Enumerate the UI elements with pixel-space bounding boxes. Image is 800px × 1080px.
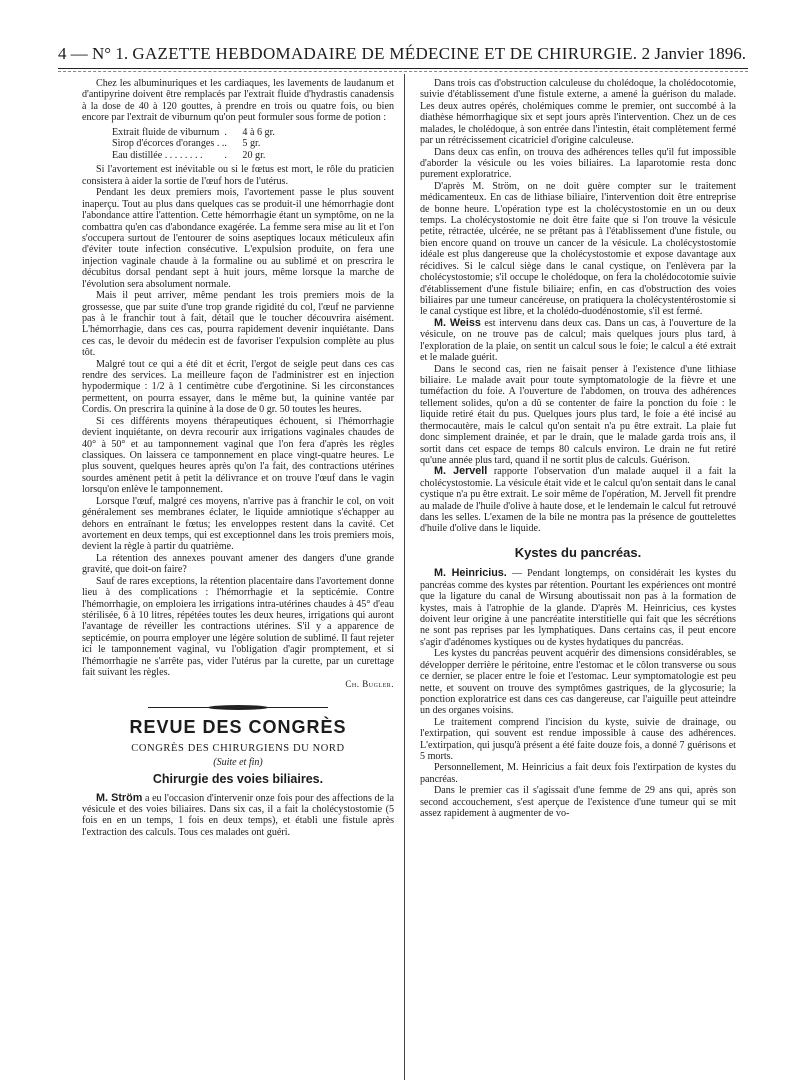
page-header — [58, 44, 746, 66]
continuation-note: (Suite et fin) — [213, 756, 263, 768]
paragraph: Mais il peut arriver, même pendant les trois premiers mois de la grossesse, que par suite d'une trop grande rigidité du col, l'œuf ne parvienne pas à le franchir tout à fait, détail que le toucher découvrira aisément. L'hémorrhagie, dans ces cas, pourra rapidement devenir inquiétante. Dans ces cas, le devoir du médecin est de favoriser l'expulsion complète au plus tôt. — [82, 290, 394, 359]
paragraph: La rétention des annexes pouvant amener des dangers d'une grande gravité, que doit-on faire? — [82, 552, 394, 576]
author-signature: Ch. Bugler. — [345, 679, 394, 690]
dot: . — [224, 138, 227, 150]
ingredient: Eau distillée . . . . . . . . — [112, 149, 203, 161]
subsection-heading: Chirurgie des voies biliaires. — [152, 772, 324, 787]
subsection-heading: Kystes du pancréas. — [514, 544, 642, 560]
issue-date: 2 Janvier 1896. — [641, 44, 746, 63]
paragraph: Les kystes du pancréas peuvent acquérir des dimensions considérables, se développer derrière le péritoine, entre l'estomac et le côlon transverse ou sous ce dernier, se placer entre le foie et l'estomac. Leur symptomatologie est peu nette, et souvent on trouve des symptômes gastriques, de la glycosurie; la ponction exploratrice est dans ces cas dangereuse, car l'aiguille peut atteindre un des organes voisins. — [420, 648, 736, 717]
ingredient: Sirop d'écorces d'oranges . . — [112, 138, 225, 150]
paragraph: Malgré tout ce qui a été dit et écrit, l'ergot de seigle peut dans ces cas rendre des services. La meilleure façon de l'administrer est en injection hypodermique : 1/2 à 1 centimètre cube d'ergotinine. Si les circonstances permettent, on pourra essayer, dans le même but, la quinine vantée par Cordis. On prescrira la quinine à la dose de 0 gr. 50 toutes les heures. — [82, 358, 394, 416]
ingredient: Extrait fluide de viburnum — [112, 126, 220, 138]
speaker-name: M. Jervell — [434, 465, 488, 478]
ornamental-divider — [148, 705, 328, 710]
paragraph: Personnellement, M. Heinricius a fait deux fois l'extirpation de kystes du pancréas. — [420, 762, 736, 785]
dot: . — [224, 126, 227, 138]
right-column — [420, 78, 736, 820]
paragraph-text: est intervenu dans deux cas. Dans un cas, à l'ouverture de la vésicule, on ne trouve pas de calcul; mais quelques jours plus tard, à l'exploration de la plaie, on sentit un calcul sous le foie; le calcul a été extrait et le malade guérit. — [420, 317, 736, 364]
section-title: REVUE DES CONGRÈS — [129, 716, 347, 737]
paragraph: Dans trois cas d'obstruction calculeuse du cholédoque, la cholédocotomie, suivie d'établissement d'une fistule externe, a amené la guérison du malade. Les deux autres opérés, cholémiques comme le premier, ont succombé à la diathèse hémorrhagique six et sept jours après l'intervention. Chez un de ces malades, le cholédoque, à son entrée dans l'intestin, était complètement fermé par un rétrécissement cicatriciel d'origine calculeuse. — [420, 78, 736, 147]
paragraph: Dans le premier cas il s'agissait d'une femme de 29 ans qui, après son second accouchement, s'est aperçue de l'existence d'une tumeur qui se mit assez rapidement à augmenter de vo- — [420, 785, 736, 820]
speaker-name: M. Ström — [96, 791, 143, 804]
page-number: 4 — N° 1. — [58, 44, 129, 63]
journal-title: GAZETTE HEBDOMADAIRE DE MÉDECINE ET DE CHIRURGIE. — [132, 44, 638, 63]
prescription-formula — [112, 127, 394, 162]
paragraph-text: rapporte l'observation d'un malade auquel il a fait la cholécystostomie. La vésicule était vide et le calcul qu'on sentait dans le canal cystique n'a pu être extrait. Le soir même de l'opération, M. Jervell fit prendre au malade de l'huile d'olive à haute dose, et le lendemain le calcul fut retrouvé dans les selles. L'examen de la bile ne montra pas la présence de gouttelettes d'huile d'olive dans le liquide. — [420, 466, 736, 535]
dot: . — [224, 149, 227, 161]
paragraph: Le traitement comprend l'incision du kyste, suivie de drainage, ou l'extirpation, qui souvent est rendue impossible à cause des adhérences. L'extirpation, qui jusqu'à présent a été faite douze fois, a donné 7 guérisons et 5 morts. — [420, 716, 736, 763]
paragraph: Chez les albuminuriques et les cardiaques, les lavements de laudanum et d'antipyrine doivent être remplacés par l'extrait fluide d'hydrastis canadensis à la dose de 40 à 120 gouttes, à prendre en trois ou quatre fois, ou bien encore par l'extrait de viburnum qu'on peut formuler sous forme de potion : — [82, 78, 394, 124]
paragraph: Pendant les deux premiers mois, l'avortement passe le plus souvent inaperçu. Tout au plus dans quelques cas se produit-il une hémorrhagie dont l'abondance attire l'attention. Cette hémorrhagie étant un symptôme, on ne la combattra qu'en cas d'abondance exagérée. La femme sera mise au lit et l'on s'occupera surtout de l'entourer de soins aseptiques locaux méticuleux afin d'éviter toute infection consécutive. L'expulsion produite, on fera une injection vaginale chaude à la formaline ou au sublimé et on prescrira le décubitus dorsal pendant sept à huit jours, même lorsque la marche de l'évolution sera absolument normale. — [82, 187, 394, 290]
paragraph: Si ces différents moyens thérapeutiques échouent, si l'hémorrhagie devient inquiétante, on devra recourir aux irrigations vaginales chaudes de 40° à 50° et au tamponnement vaginal que l'on fera d'après les règles classiques. On laissera ce tamponnement en place vingt-quatre heures. Le plus souvent, quelques heures après qu'on l'a fait, des contractions utérines sourdes amènent petit à petit la délivrance et on trouve l'œuf dans le vagin lorsqu'on enlève le tamponnement. — [82, 415, 394, 496]
amount: 20 gr. — [242, 149, 266, 161]
paragraph: Dans deux cas enfin, on trouva des adhérences telles qu'il fut impossible d'aborder la vésicule ou les voies biliaires. La laparotomie resta donc purement exploratrice. — [420, 146, 736, 181]
paragraph: D'après M. Ström, on ne doit guère compter sur le traitement médicamenteux. En cas de lithiase biliaire, l'intervention doit être entreprise de bonne heure. L'opération type est la cholécystostomie en un ou deux temps. La cholécystostomie ne doit être faite que si l'on trouve la vésicule petite, rétractée, ulcérée, ne se prêtant pas à l'établissement d'une fistule, ou bien encore quand on trouve un cancer de la vésicule. La cholécystostomie idéale est plus dangereuse que la cholécystostomie et expose davantage aux récidives. Si le calcul siège dans le canal cystique, on l'enlèvera par la cholécystostomie; s'il occupe le cholédoque, on fera la cholédocotomie suivie d'établissement d'une fistule biliaire; enfin, en cas d'obstruction des voies biliaires par une tumeur cancéreuse, on pratiquera la cholécystentérostomie si le canal cystique est libre, et la cholédo-duodénostomie, s'il est fermé. — [420, 180, 736, 318]
paragraph: Si l'avortement est inévitable ou si le fœtus est mort, le rôle du praticien consistera à aider la sortie de l'œuf hors de l'utérus. — [82, 164, 394, 187]
paragraph — [420, 466, 736, 535]
paragraph: Lorsque l'œuf, malgré ces moyens, n'arrive pas à franchir le col, on voit généralement ses membranes éclater, le liquide amniotique s'échapper au dehors en entraînant le fœtus; les enveloppes restent dans la cavité. Cet avortement en deux temps, qui est exceptionnel dans les trois premiers mois, devient la règle à partir du quatrième. — [82, 495, 394, 553]
formula-row — [112, 150, 275, 162]
paragraph-text: a eu l'occasion d'intervenir onze fois pour des affections de la vésicule et des voies biliaires. Dans six cas, il a fait la cholécystostomie (5 fois en en un temps, 1 fois en deux temps), et établi une fistule après l'extraction des calculs. Tous ces malades ont guéri. — [82, 792, 394, 838]
left-column — [82, 78, 394, 838]
formula-row — [112, 127, 275, 139]
congress-title: CONGRÈS DES CHIRURGIENS DU NORD — [131, 743, 345, 755]
column-divider — [404, 74, 405, 1080]
formula-row — [112, 138, 275, 150]
paragraph-text: — Pendant longtemps, on considérait les kystes du pancréas comme des kystes par rétention. Pourtant les expériences ont montré que la ligature du canal de Wirsung aboutissait non pas à la formation de kystes, mais à l'atrophie de la glande. D'après M. Heinricius, ces kystes doivent leur origine à une pancréatite interstitielle qui fait que les sécrétions ne sont pas reprises par les lymphatiques. Dans certains cas, il peut encore s'agir d'adénomes kystiques ou de kystes hydatiques du pancréas. — [420, 568, 736, 648]
header-rule-dashed — [58, 71, 748, 72]
paragraph — [420, 568, 736, 648]
paragraph: Sauf de rares exceptions, la rétention placentaire dans l'avortement donne lieu à des complications : l'hémorrhagie et la septicémie. Contre l'hémorrhagie, on emploiera les irrigations intra-utérines chaudes à 45° d'eau stérilisée, 6 à 10 litres, répétées toutes les deux heures, irrigations qui auront l'avantage de réveiller les contractions utérines. S'il y a apparence de septicémie, on pourra employer une légère solution de sublimé. Il faut rejeter ici le tamponnement vaginal, vu l'obligation d'agir promptement, et si l'hémorrhagie ne s'arrête pas, vider l'utérus par la curette, par un curettage fait suivant les règles. — [82, 575, 394, 679]
amount: 4 à 6 gr. — [242, 126, 275, 138]
speaker-name: M. Heinricius. — [434, 567, 507, 580]
paragraph: Dans le second cas, rien ne faisait penser à l'existence d'une lithiase biliaire. Le malade avait pour toute symptomatologie de la fièvre et une tuméfaction du foie. A l'ouverture de l'abdomen, on trouva des adhérences tellement solides, qu'on a dû se contenter de faire la ponction du foie : le liquide retiré était du pus. Quelques jours plus tard, le foie a été incisé au thermocautère, mais le calcul qu'on sentait n'a pu être extrait. La plaie fut donc simplement drainée, et par le drain, que le malade garda trois ans, il sortit dans cet espace de temps 80 calculs environ. Le drain ne fut retiré qu'une année plus tard, quand il ne sortit plus de calculs. Guérison. — [420, 363, 736, 466]
header-rule — [58, 68, 748, 69]
speaker-name: M. Weiss — [434, 316, 481, 329]
paragraph — [82, 793, 394, 839]
paragraph — [420, 318, 736, 364]
amount: 5 gr. — [242, 138, 261, 150]
